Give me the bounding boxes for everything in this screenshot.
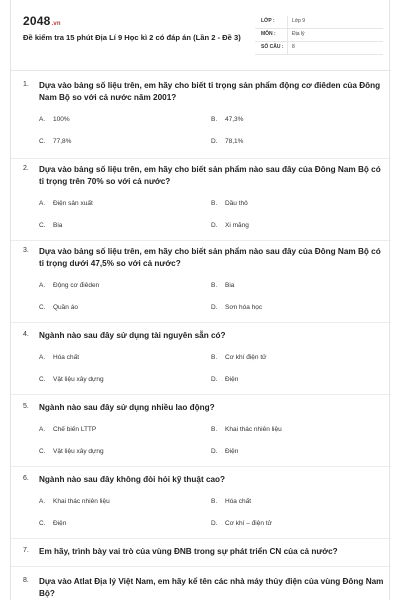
option-a[interactable]	[39, 282, 99, 289]
header-divider	[11, 70, 391, 71]
logo-number: 2048	[23, 14, 51, 28]
option-text: Hóa chất	[53, 354, 80, 361]
option-text: Điện	[53, 520, 67, 527]
option-b[interactable]	[211, 426, 282, 433]
option-text: Khai thác nhiên liệu	[225, 426, 282, 433]
option-text: 78,1%	[225, 138, 244, 145]
option-c[interactable]	[39, 520, 66, 527]
question-divider	[11, 394, 391, 395]
option-d[interactable]	[211, 448, 238, 455]
option-label: D.	[211, 520, 218, 527]
option-label: B.	[211, 282, 218, 289]
option-text: Vật liệu xây dựng	[53, 376, 104, 383]
question-text: Ngành nào sau đây không đòi hỏi kỹ thuật cao?	[39, 475, 226, 484]
question-number: 5.	[23, 403, 29, 410]
question-number: 1.	[23, 81, 29, 88]
option-label: D.	[211, 376, 218, 383]
option-label: A.	[39, 498, 46, 505]
question-number: 2.	[23, 165, 29, 172]
option-label: C.	[39, 138, 46, 145]
option-label: A.	[39, 200, 46, 207]
option-label: B.	[211, 426, 218, 433]
exam-title: Đề kiểm tra 15 phút Địa Lí 9 Học kì 2 có đáp án (Lần 2 - Đề 3)	[23, 33, 241, 42]
option-c[interactable]	[39, 376, 104, 383]
option-a[interactable]	[39, 200, 93, 207]
option-text: 77,8%	[53, 138, 72, 145]
option-label: A.	[39, 426, 46, 433]
question-divider	[11, 466, 391, 467]
option-text: 100%	[53, 116, 70, 123]
option-text: Khai thác nhiên liệu	[53, 498, 110, 505]
question-number: 8.	[23, 577, 29, 584]
option-label: C.	[39, 376, 46, 383]
option-c[interactable]	[39, 138, 71, 145]
option-c[interactable]	[39, 304, 78, 311]
option-c[interactable]	[39, 448, 104, 455]
option-label: C.	[39, 304, 46, 311]
option-text: Điện	[225, 448, 239, 455]
option-text: 47,3%	[225, 116, 244, 123]
option-b[interactable]	[211, 116, 243, 123]
question-text: Dựa vào Atlat Địa lý Việt Nam, em hãy kể tên các nhà máy thủy điện của vùng Đông Nam Bộ?	[39, 577, 384, 598]
meta-value: 8	[292, 44, 295, 50]
option-text: Bia	[225, 282, 235, 289]
option-text: Xi măng	[225, 222, 249, 229]
option-text: Cơ khí điện tử	[225, 354, 267, 361]
meta-row-count	[255, 42, 383, 55]
option-a[interactable]	[39, 426, 96, 433]
option-label: B.	[211, 498, 218, 505]
question-divider	[11, 322, 391, 323]
question-divider	[11, 538, 391, 539]
option-d[interactable]	[211, 376, 238, 383]
meta-value: Lớp 9	[292, 18, 306, 24]
exam-meta-table	[255, 16, 383, 55]
question-number: 6.	[23, 475, 29, 482]
option-d[interactable]	[211, 520, 272, 527]
option-a[interactable]	[39, 354, 79, 361]
question-divider	[11, 566, 391, 567]
question-text: Em hãy, trình bày vai trò của vùng ĐNB trong sự phát triển CN của cả nước?	[39, 547, 338, 556]
option-d[interactable]	[211, 222, 249, 229]
option-label: A.	[39, 116, 46, 123]
exam-sheet	[10, 0, 390, 600]
option-text: Hóa chất	[225, 498, 252, 505]
meta-key: SỐ CÂU :	[261, 44, 284, 50]
option-label: C.	[39, 222, 46, 229]
option-text: Điện	[225, 376, 239, 383]
question-number: 4.	[23, 331, 29, 338]
meta-key: MÔN :	[261, 31, 276, 37]
option-label: B.	[211, 200, 218, 207]
exam-header	[11, 0, 391, 62]
site-logo[interactable]	[23, 14, 61, 28]
option-b[interactable]	[211, 200, 248, 207]
option-text: Sơn hóa học	[225, 304, 263, 311]
option-label: A.	[39, 354, 46, 361]
option-text: Điện sản xuất	[53, 200, 93, 207]
option-a[interactable]	[39, 498, 110, 505]
question-text: Dựa vào bảng số liệu trên, em hãy cho biết tỉ trọng sản phẩm động cơ điêden của Đông Nam Bộ so với cả nước năm 2001?	[39, 81, 381, 102]
option-text: Động cơ điêden	[53, 282, 100, 289]
question-divider	[11, 158, 391, 159]
option-label: C.	[39, 448, 46, 455]
option-text: Cơ khí – điện tử	[225, 520, 272, 527]
option-label: A.	[39, 282, 46, 289]
logo-domain: .vn	[51, 21, 61, 27]
question-text: Dựa vào bảng số liệu trên, em hãy cho biết sản phẩm nào sau đây của Đông Nam Bộ có tỉ trọng dưới 47,5% so với cả nước?	[39, 247, 381, 268]
meta-row-class	[255, 16, 383, 29]
option-label: D.	[211, 304, 218, 311]
option-b[interactable]	[211, 282, 234, 289]
option-a[interactable]	[39, 116, 70, 123]
option-text: Bia	[53, 222, 63, 229]
option-c[interactable]	[39, 222, 62, 229]
question-text: Dựa vào bảng số liệu trên, em hãy cho biết sản phẩm nào sau đây của Đông Nam Bộ có tỉ trọng trên 70% so với cả nước?	[39, 165, 381, 186]
option-label: C.	[39, 520, 46, 527]
option-label: B.	[211, 354, 218, 361]
option-b[interactable]	[211, 498, 251, 505]
option-text: Vật liệu xây dựng	[53, 448, 104, 455]
option-label: D.	[211, 448, 218, 455]
option-label: D.	[211, 222, 218, 229]
meta-value: Địa lý	[292, 31, 305, 37]
meta-key: LỚP :	[261, 18, 275, 24]
question-number: 7.	[23, 547, 29, 554]
option-label: B.	[211, 116, 218, 123]
option-text: Dầu thô	[225, 200, 248, 207]
question-number: 3.	[23, 247, 29, 254]
option-b[interactable]	[211, 354, 267, 361]
option-text: Quần áo	[53, 304, 78, 311]
option-text: Chế biến LTTP	[53, 426, 97, 433]
meta-row-subject	[255, 29, 383, 42]
question-divider	[11, 240, 391, 241]
question-text: Ngành nào sau đây sử dụng tài nguyên sẵn có?	[39, 331, 226, 340]
option-label: D.	[211, 138, 218, 145]
option-d[interactable]	[211, 304, 262, 311]
question-text: Ngành nào sau đây sử dụng nhiều lao động?	[39, 403, 215, 412]
option-d[interactable]	[211, 138, 243, 145]
